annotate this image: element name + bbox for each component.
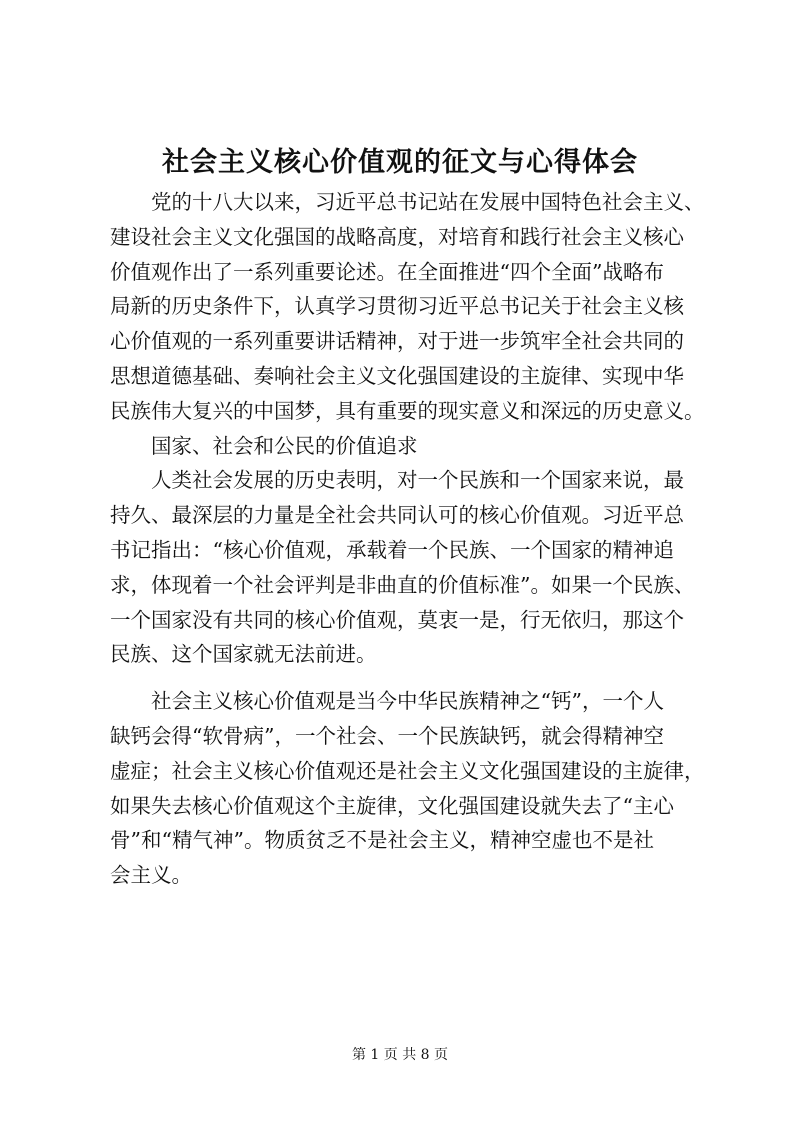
text-line: 会主义。 bbox=[110, 863, 192, 888]
text-line: 党的十八大以来，习近平总书记站在发展中国特色社会主义、 bbox=[110, 190, 705, 214]
page-number: 第 1 页 共 8 页 bbox=[351, 1047, 449, 1063]
text-line: 民族伟大复兴的中国梦，具有重要的现实意义和深远的历史意义。 bbox=[110, 398, 705, 423]
text-line: 虚症；社会主义核心价值观还是社会主义文化强国建设的主旋律， bbox=[110, 758, 705, 783]
text-line: 思想道德基础、奏响社会主义文化强国建设的主旋律、实现中华 bbox=[110, 363, 684, 388]
text-line: 如果失去核心价值观这个主旋律，文化强国建设就失去了“主心 bbox=[110, 793, 674, 818]
text-line: 书记指出：“核心价值观，承载着一个民族、一个国家的精神追 bbox=[110, 537, 674, 562]
document-title: 社会主义核心价值观的征文与心得体会 bbox=[162, 147, 638, 178]
text-line: 持久、最深层的力量是全社会共同认可的核心价值观。习近平总 bbox=[110, 503, 684, 528]
text-line: 一个国家没有共同的核心价值观，莫衷一是，行无依归，那这个 bbox=[110, 607, 684, 632]
document-body bbox=[110, 185, 705, 893]
text-line: 局新的历史条件下，认真学习贯彻习近平总书记关于社会主义核 bbox=[110, 294, 684, 319]
text-line: 缺钙会得“软骨病”，一个社会、一个民族缺钙，就会得精神空 bbox=[110, 723, 664, 748]
text-line: 社会主义核心价值观是当今中华民族精神之“钙”，一个人 bbox=[110, 689, 664, 714]
text-line: 骨”和“精气神”。物质贫乏不是社会主义，精神空虚也不是社 bbox=[110, 828, 654, 853]
section-heading: 国家、社会和公民的价值追求 bbox=[110, 433, 418, 458]
text-line: 人类社会发展的历史表明，对一个民族和一个国家来说，最 bbox=[110, 468, 684, 493]
text-line: 心价值观的一系列重要讲话精神，对于进一步筑牢全社会共同的 bbox=[110, 329, 684, 354]
paragraph-gap bbox=[110, 672, 700, 684]
text-line: 建设社会主义文化强国的战略高度，对培育和践行社会主义核心 bbox=[110, 224, 684, 249]
text-line: 求，体现着一个社会评判是非曲直的价值标准”。如果一个民族、 bbox=[110, 572, 695, 597]
text-line: 民族、这个国家就无法前进。 bbox=[110, 642, 377, 667]
text-line: 价值观作出了一系列重要论述。在全面推进“四个全面”战略布 bbox=[110, 259, 664, 284]
